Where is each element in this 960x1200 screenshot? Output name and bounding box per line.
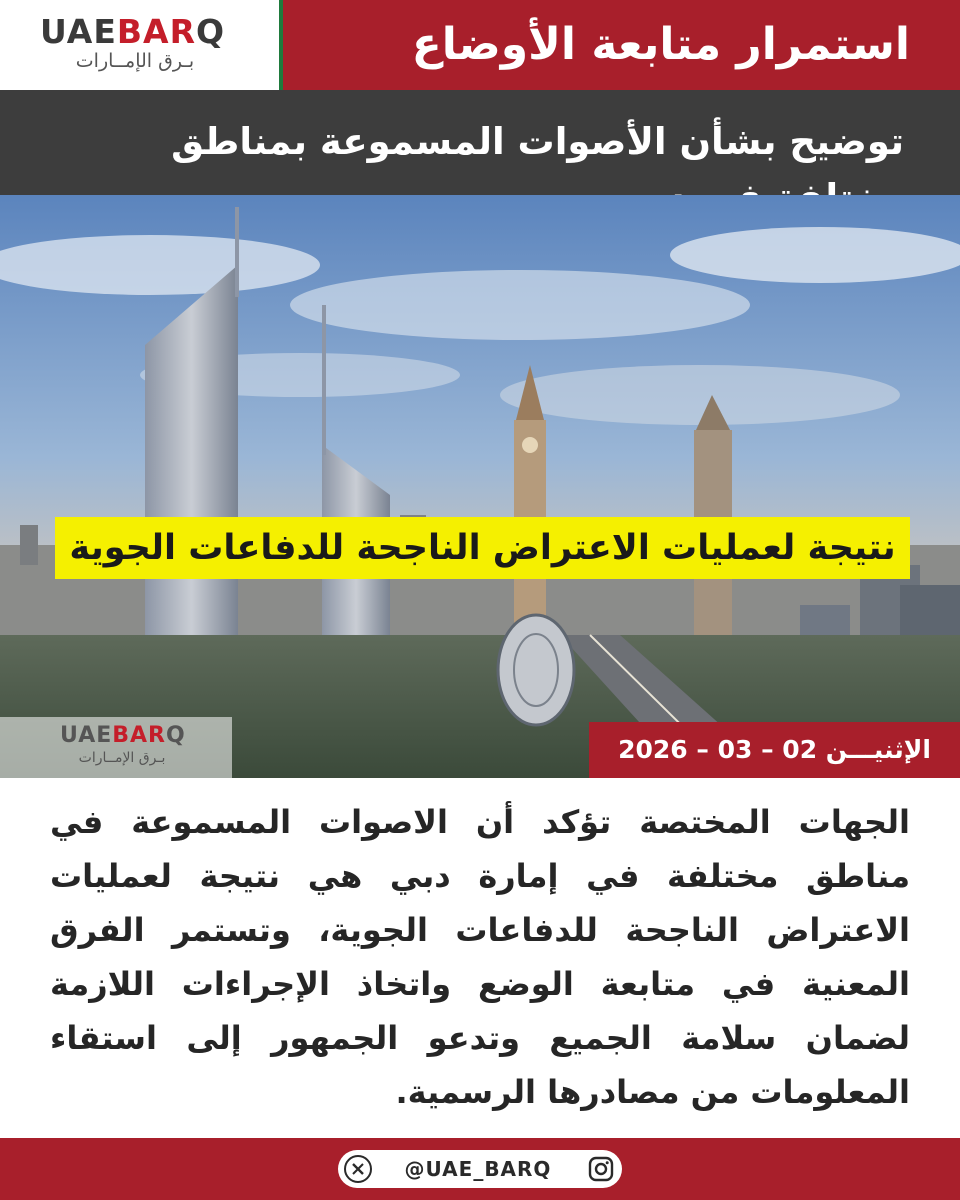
x-icon[interactable] — [344, 1155, 372, 1183]
watermark-wordmark: UAEBARQ — [60, 723, 186, 748]
watermark-arabic-text: بـرق الإمــارات — [78, 750, 166, 766]
brand-logo — [0, 0, 283, 90]
logo-arabic-text: بـرق الإمــارات — [75, 50, 195, 72]
date-label: الإثنيـــن 02 – 03 – 2026 — [589, 722, 960, 778]
headline: استمرار متابعة الأوضاع — [411, 19, 910, 70]
city-skyline-photo — [0, 195, 960, 778]
article-body: الجهات المختصة تؤكد أن الاصوات المسموعة في مناطق مختلفة في إمارة دبي هي نتيجة لعمليات الاعتراض الناجحة للدفاعات الجوية، وتستمر الفرق المعنية في متابعة الوضع واتخاذ الإجراءات اللازمة لضمان سلامة الجميع وتدعو الجمهور إلى استقاء المعلومات من مصادرها الرسمية. — [50, 803, 910, 1111]
logo-wordmark: UAEBARQ — [40, 12, 226, 51]
instagram-icon[interactable] — [588, 1156, 614, 1182]
headline-banner: نتيجة لعمليات الاعتراض الناجحة للدفاعات الجوية — [55, 517, 910, 579]
top-bar — [0, 0, 960, 90]
watermark-logo — [0, 717, 232, 778]
social-handle-pill[interactable] — [338, 1150, 622, 1188]
sub-header-bar — [0, 90, 960, 195]
sub-headline: توضيح بشأن الأصوات المسموعة بمناطق — [171, 120, 904, 163]
footer-bar — [0, 1138, 960, 1200]
social-handle[interactable]: @UAE_BARQ — [404, 1157, 552, 1181]
skyline-illustration — [0, 195, 960, 778]
